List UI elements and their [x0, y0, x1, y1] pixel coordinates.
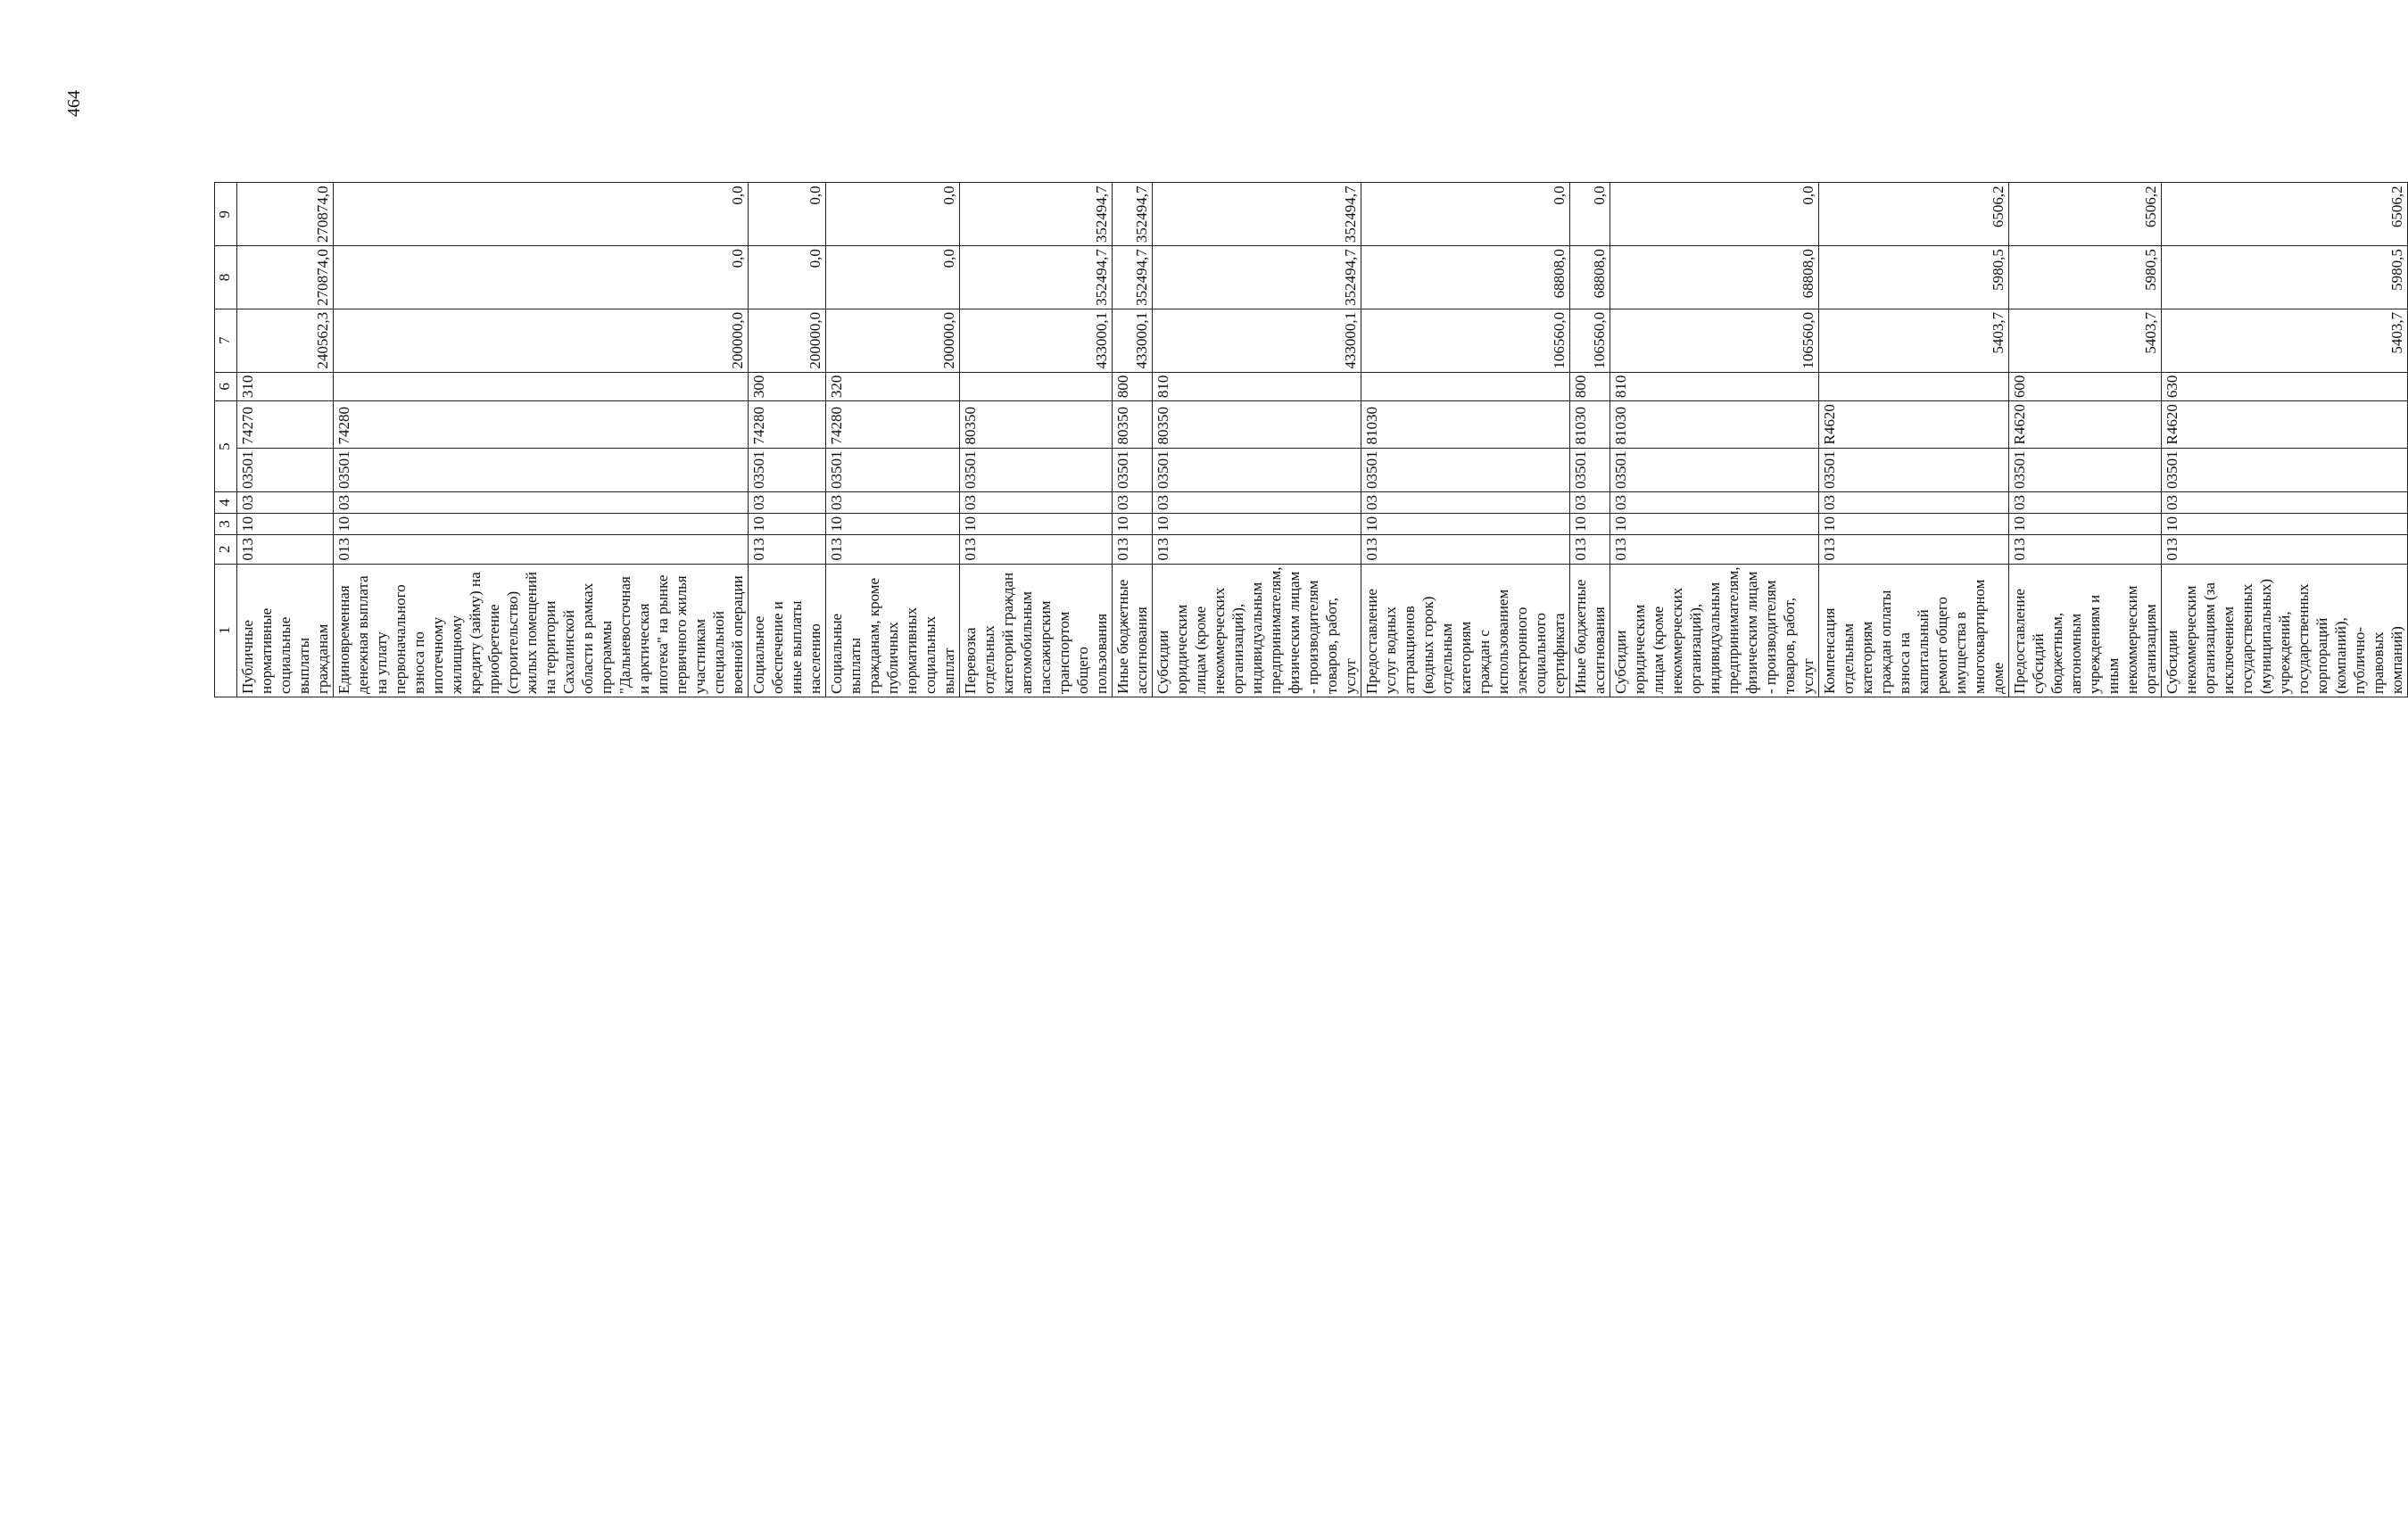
amount-col9-cell: 352494,7 — [1113, 183, 1153, 246]
amount-col9-cell: 352494,7 — [1153, 183, 1361, 246]
expense-type-cell: 800 — [1113, 372, 1153, 401]
table-row — [1570, 183, 1610, 697]
amount-col8-cell: 0,0 — [749, 246, 826, 309]
amount-col8-cell: 352494,7 — [1113, 246, 1153, 309]
program-cell: 03501 — [1570, 448, 1610, 492]
row-name-cell: Публичные нормативные социальные выплаты гражданам — [237, 564, 334, 697]
header-cell: 1 — [215, 564, 237, 697]
amount-col7-cell: 433000,1 — [1113, 309, 1153, 372]
subsection-cell: 03 — [1361, 492, 1570, 514]
program-cell: 03501 — [237, 448, 334, 492]
direction-cell: 74280 — [749, 401, 826, 448]
program-cell: 03501 — [749, 448, 826, 492]
row-name-cell: Предоставление услуг водных аттракционов (водных горок) отдельным категориям граждан с использованием электронного социального сертификата — [1361, 564, 1570, 697]
amount-col9-cell: 0,0 — [826, 183, 960, 246]
amount-col8-cell: 68808,0 — [1610, 246, 1819, 309]
direction-cell: R4620 — [2009, 401, 2162, 448]
program-cell: 03501 — [960, 448, 1113, 492]
expense-type-cell — [1819, 372, 2009, 401]
row-name-cell: Субсидии юридическим лицам (кроме некоммерческих организаций), индивидуальным предпринимателям, физическим лицам - производителям товаров, работ, услуг — [1610, 564, 1819, 697]
amount-col9-cell: 6506,2 — [2009, 183, 2162, 246]
amount-col9-cell: 352494,7 — [960, 183, 1113, 246]
direction-cell: 80350 — [960, 401, 1113, 448]
page-number: 464 — [64, 90, 84, 117]
section-cell: 10 — [1570, 514, 1610, 535]
header-cell: 6 — [215, 372, 237, 401]
subsection-cell: 03 — [1819, 492, 2009, 514]
amount-col7-cell: 433000,1 — [1153, 309, 1361, 372]
gov-code-cell: 013 — [1361, 535, 1570, 565]
gov-code-cell: 013 — [1153, 535, 1361, 565]
amount-col9-cell: 270874,0 — [237, 183, 334, 246]
amount-col8-cell: 68808,0 — [1361, 246, 1570, 309]
gov-code-cell: 013 — [749, 535, 826, 565]
row-name-cell: Перевозка отдельных категорий граждан автомобильным пассажирским транспортом общего пользования — [960, 564, 1113, 697]
row-name-cell: Предоставление субсидий бюджетным, автономным учреждениям и иным некоммерческим организациям — [2009, 564, 2162, 697]
section-cell: 10 — [1113, 514, 1153, 535]
table-row — [1153, 183, 1361, 697]
gov-code-cell: 013 — [2162, 535, 2408, 565]
subsection-cell: 03 — [749, 492, 826, 514]
section-cell: 10 — [960, 514, 1113, 535]
amount-col8-cell: 68808,0 — [1570, 246, 1610, 309]
expense-type-cell: 600 — [2009, 372, 2162, 401]
direction-cell: 80350 — [1153, 401, 1361, 448]
amount-col9-cell: 0,0 — [1570, 183, 1610, 246]
gov-code-cell: 013 — [960, 535, 1113, 565]
subsection-cell: 03 — [1570, 492, 1610, 514]
amount-col8-cell: 0,0 — [334, 246, 749, 309]
gov-code-cell: 013 — [1610, 535, 1819, 565]
amount-col8-cell: 5980,5 — [2162, 246, 2408, 309]
table-row — [237, 183, 334, 697]
amount-col7-cell: 200000,0 — [749, 309, 826, 372]
expense-type-cell: 320 — [826, 372, 960, 401]
gov-code-cell: 013 — [2009, 535, 2162, 565]
table-row — [2009, 183, 2162, 697]
header-cell: 2 — [215, 535, 237, 565]
amount-col7-cell: 240562,3 — [237, 309, 334, 372]
row-name-cell: Иные бюджетные ассигнования — [1570, 564, 1610, 697]
gov-code-cell: 013 — [237, 535, 334, 565]
program-cell: 03501 — [1113, 448, 1153, 492]
expense-type-cell: 310 — [237, 372, 334, 401]
gov-code-cell: 013 — [826, 535, 960, 565]
amount-col7-cell: 106560,0 — [1361, 309, 1570, 372]
rotated-page — [0, 90, 2405, 1518]
expense-type-cell — [960, 372, 1113, 401]
row-name-cell: Иные бюджетные ассигнования — [1113, 564, 1153, 697]
program-cell: 03501 — [334, 448, 749, 492]
amount-col9-cell: 6506,2 — [1819, 183, 2009, 246]
table-row — [1610, 183, 1819, 697]
direction-cell: 74280 — [826, 401, 960, 448]
expense-type-cell: 300 — [749, 372, 826, 401]
row-name-cell: Компенсация отдельным категориям граждан оплаты взноса на капитальный ремонт общего имущества в многоквартирном доме — [1819, 564, 2009, 697]
amount-col8-cell: 5980,5 — [2009, 246, 2162, 309]
program-cell: 03501 — [1361, 448, 1570, 492]
amount-col9-cell: 0,0 — [1610, 183, 1819, 246]
table-row — [2162, 183, 2408, 697]
header-cell: 4 — [215, 492, 237, 514]
direction-cell: 81030 — [1610, 401, 1819, 448]
amount-col7-cell: 5403,7 — [1819, 309, 2009, 372]
table-row — [1113, 183, 1153, 697]
table-row — [960, 183, 1113, 697]
amount-col7-cell: 200000,0 — [334, 309, 749, 372]
amount-col8-cell: 0,0 — [826, 246, 960, 309]
section-cell: 10 — [1610, 514, 1819, 535]
row-name-cell: Социальные выплаты гражданам, кроме публичных нормативных социальных выплат — [826, 564, 960, 697]
section-cell: 10 — [2162, 514, 2408, 535]
amount-col7-cell: 106560,0 — [1610, 309, 1819, 372]
expense-type-cell: 810 — [1153, 372, 1361, 401]
section-cell: 10 — [826, 514, 960, 535]
program-cell: 03501 — [2009, 448, 2162, 492]
expense-type-cell: 800 — [1570, 372, 1610, 401]
table-row — [1361, 183, 1570, 697]
table-row — [749, 183, 826, 697]
amount-col7-cell: 200000,0 — [826, 309, 960, 372]
subsection-cell: 03 — [2009, 492, 2162, 514]
header-cell: 9 — [215, 183, 237, 246]
expense-type-cell: 630 — [2162, 372, 2408, 401]
direction-cell: R4620 — [2162, 401, 2408, 448]
amount-col9-cell: 6506,2 — [2162, 183, 2408, 246]
direction-cell: 81030 — [1570, 401, 1610, 448]
expense-type-cell — [334, 372, 749, 401]
subsection-cell: 03 — [826, 492, 960, 514]
gov-code-cell: 013 — [1819, 535, 2009, 565]
program-cell: 03501 — [2162, 448, 2408, 492]
row-name-cell: Субсидии некоммерческим организациям (за исключением государственных (муниципальных) учреждений, государственных корпораций (компаний), публично-правовых компаний) — [2162, 564, 2408, 697]
gov-code-cell: 013 — [1570, 535, 1610, 565]
program-cell: 03501 — [1610, 448, 1819, 492]
section-cell: 10 — [237, 514, 334, 535]
table-row — [1819, 183, 2009, 697]
expense-type-cell: 810 — [1610, 372, 1819, 401]
table-row — [826, 183, 960, 697]
amount-col7-cell: 5403,7 — [2162, 309, 2408, 372]
gov-code-cell: 013 — [334, 535, 749, 565]
amount-col7-cell: 106560,0 — [1570, 309, 1610, 372]
section-cell: 10 — [1819, 514, 2009, 535]
table-body — [237, 183, 2408, 697]
program-cell: 03501 — [1819, 448, 2009, 492]
row-name-cell: Социальное обеспечение и иные выплаты населению — [749, 564, 826, 697]
program-cell: 03501 — [1153, 448, 1361, 492]
subsection-cell: 03 — [960, 492, 1113, 514]
header-cell: 5 — [215, 401, 237, 492]
direction-cell: 80350 — [1113, 401, 1153, 448]
amount-col9-cell: 0,0 — [749, 183, 826, 246]
section-cell: 10 — [1361, 514, 1570, 535]
amount-col8-cell: 5980,5 — [1819, 246, 2009, 309]
gov-code-cell: 013 — [1113, 535, 1153, 565]
direction-cell: 74270 — [237, 401, 334, 448]
amount-col9-cell: 0,0 — [1361, 183, 1570, 246]
amount-col7-cell: 433000,1 — [960, 309, 1113, 372]
amount-col8-cell: 352494,7 — [1153, 246, 1361, 309]
amount-col9-cell: 0,0 — [334, 183, 749, 246]
amount-col8-cell: 352494,7 — [960, 246, 1113, 309]
table-row — [334, 183, 749, 697]
subsection-cell: 03 — [1610, 492, 1819, 514]
header-cell: 3 — [215, 514, 237, 535]
direction-cell: 74280 — [334, 401, 749, 448]
section-cell: 10 — [334, 514, 749, 535]
header-cell: 7 — [215, 309, 237, 372]
subsection-cell: 03 — [1153, 492, 1361, 514]
amount-col7-cell: 5403,7 — [2009, 309, 2162, 372]
subsection-cell: 03 — [237, 492, 334, 514]
subsection-cell: 03 — [2162, 492, 2408, 514]
program-cell: 03501 — [826, 448, 960, 492]
subsection-cell: 03 — [334, 492, 749, 514]
expense-type-cell — [1361, 372, 1570, 401]
header-cell: 8 — [215, 246, 237, 309]
section-cell: 10 — [1153, 514, 1361, 535]
header-row — [215, 183, 237, 697]
direction-cell: 81030 — [1361, 401, 1570, 448]
section-cell: 10 — [2009, 514, 2162, 535]
row-name-cell: Единовременная денежная выплата на уплату первоначального взноса по ипотечному жилищному кредиту (займу) на приобретение (строительство) жилых помещений на территории Сахалинской области в рамках программы "Дальневосточная и арктическая ипотека" на рынке первичного жилья участникам специальной военной операции — [334, 564, 749, 697]
row-name-cell: Субсидии юридическим лицам (кроме некоммерческих организаций), индивидуальным предпринимателям, физическим лицам - производителям товаров, работ, услуг — [1153, 564, 1361, 697]
subsection-cell: 03 — [1113, 492, 1153, 514]
amount-col8-cell: 270874,0 — [237, 246, 334, 309]
direction-cell: R4620 — [1819, 401, 2009, 448]
section-cell: 10 — [749, 514, 826, 535]
budget-table — [214, 182, 2408, 697]
